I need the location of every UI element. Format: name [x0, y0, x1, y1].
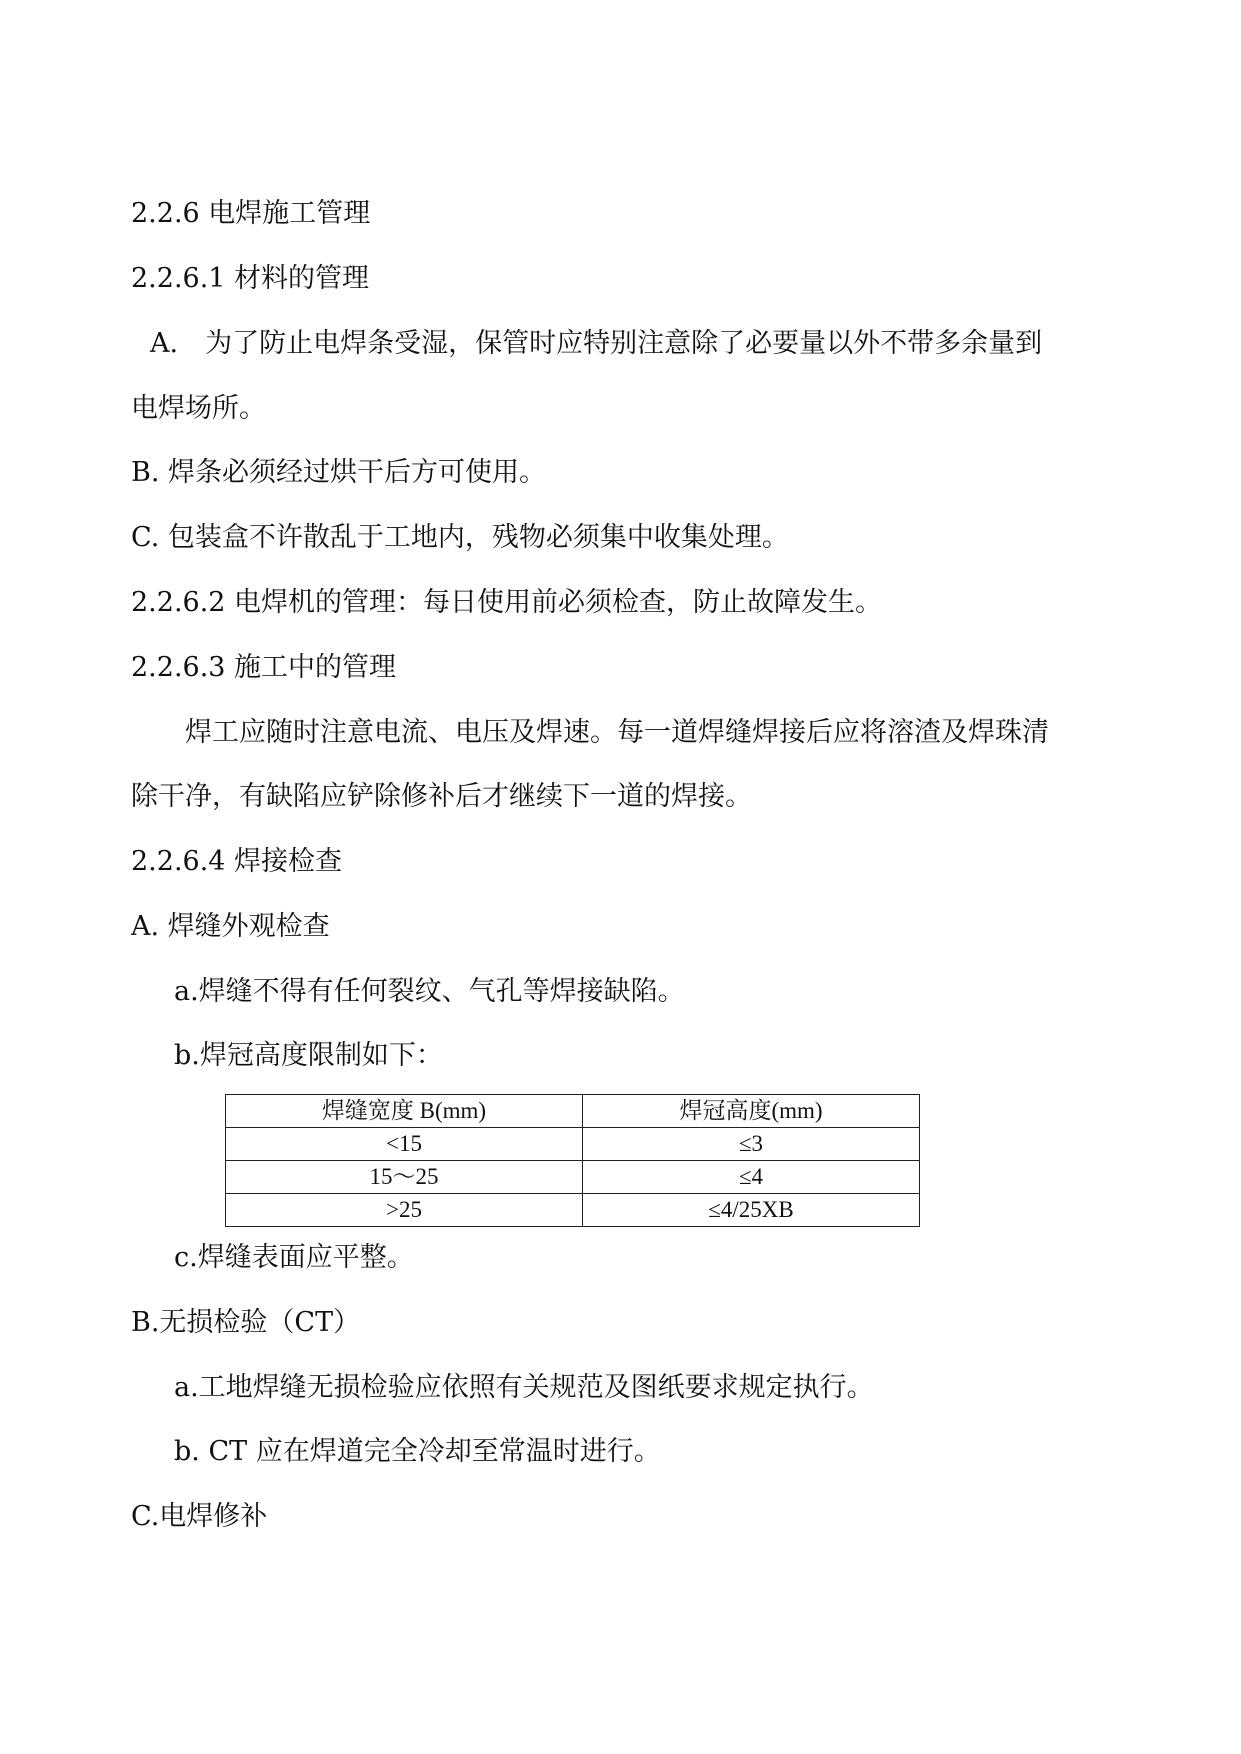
- heading-2-2-6-1: 2.2.6.1 材料的管理: [131, 263, 370, 294]
- item-b-b: b. CT 应在焊道完全冷却至常温时进行。: [174, 1436, 661, 1467]
- table-cell: >25: [226, 1194, 583, 1227]
- table-header-cell: 焊缝宽度 B(mm): [226, 1095, 583, 1128]
- item-a-visual-inspection: A. 焊缝外观检查: [131, 911, 330, 942]
- paragraph-construction-line2: 除干净，有缺陷应铲除修补后才继续下一道的焊接。: [131, 781, 752, 812]
- paragraph-a-line1: A. 为了防止电焊条受湿，保管时应特别注意除了必要量以外不带多余量到: [150, 328, 1043, 359]
- item-c-repair: C.电焊修补: [131, 1501, 268, 1532]
- item-a-a: a.焊缝不得有任何裂纹、气孔等焊接缺陷。: [174, 976, 685, 1007]
- table-row: [226, 1194, 920, 1227]
- table-row: [226, 1128, 920, 1161]
- paragraph-c: C. 包装盒不许散乱于工地内，残物必须集中收集处理。: [131, 522, 789, 553]
- heading-2-2-6-4: 2.2.6.4 焊接检查: [131, 846, 343, 877]
- item-b-a: a.工地焊缝无损检验应依照有关规范及图纸要求规定执行。: [174, 1372, 874, 1403]
- heading-2-2-6: 2.2.6 电焊施工管理: [131, 198, 371, 229]
- table-row: [226, 1161, 920, 1194]
- heading-2-2-6-2: 2.2.6.2 电焊机的管理：每日使用前必须检查，防止故障发生。: [131, 587, 883, 618]
- table-cell: ≤3: [583, 1128, 920, 1161]
- table-cell: <15: [226, 1128, 583, 1161]
- item-a-b: b.焊冠高度限制如下：: [174, 1040, 443, 1071]
- heading-2-2-6-3: 2.2.6.3 施工中的管理: [131, 652, 397, 683]
- table-cell: ≤4: [583, 1161, 920, 1194]
- item-b-ndt: B.无损检验（CT）: [131, 1307, 361, 1338]
- item-a-c: c.焊缝表面应平整。: [174, 1242, 414, 1273]
- table-header-row: [226, 1095, 920, 1128]
- paragraph-b: B. 焊条必须经过烘干后方可使用。: [131, 457, 547, 488]
- weld-crown-height-table: [225, 1094, 920, 1227]
- table-header-cell: 焊冠高度(mm): [583, 1095, 920, 1128]
- table-cell: 15～25: [226, 1161, 583, 1194]
- paragraph-a-line2: 电焊场所。: [131, 393, 266, 424]
- paragraph-construction-line1: 焊工应随时注意电流、电压及焊速。每一道焊缝焊接后应将溶渣及焊珠清: [185, 717, 1049, 748]
- table-cell: ≤4/25XB: [583, 1194, 920, 1227]
